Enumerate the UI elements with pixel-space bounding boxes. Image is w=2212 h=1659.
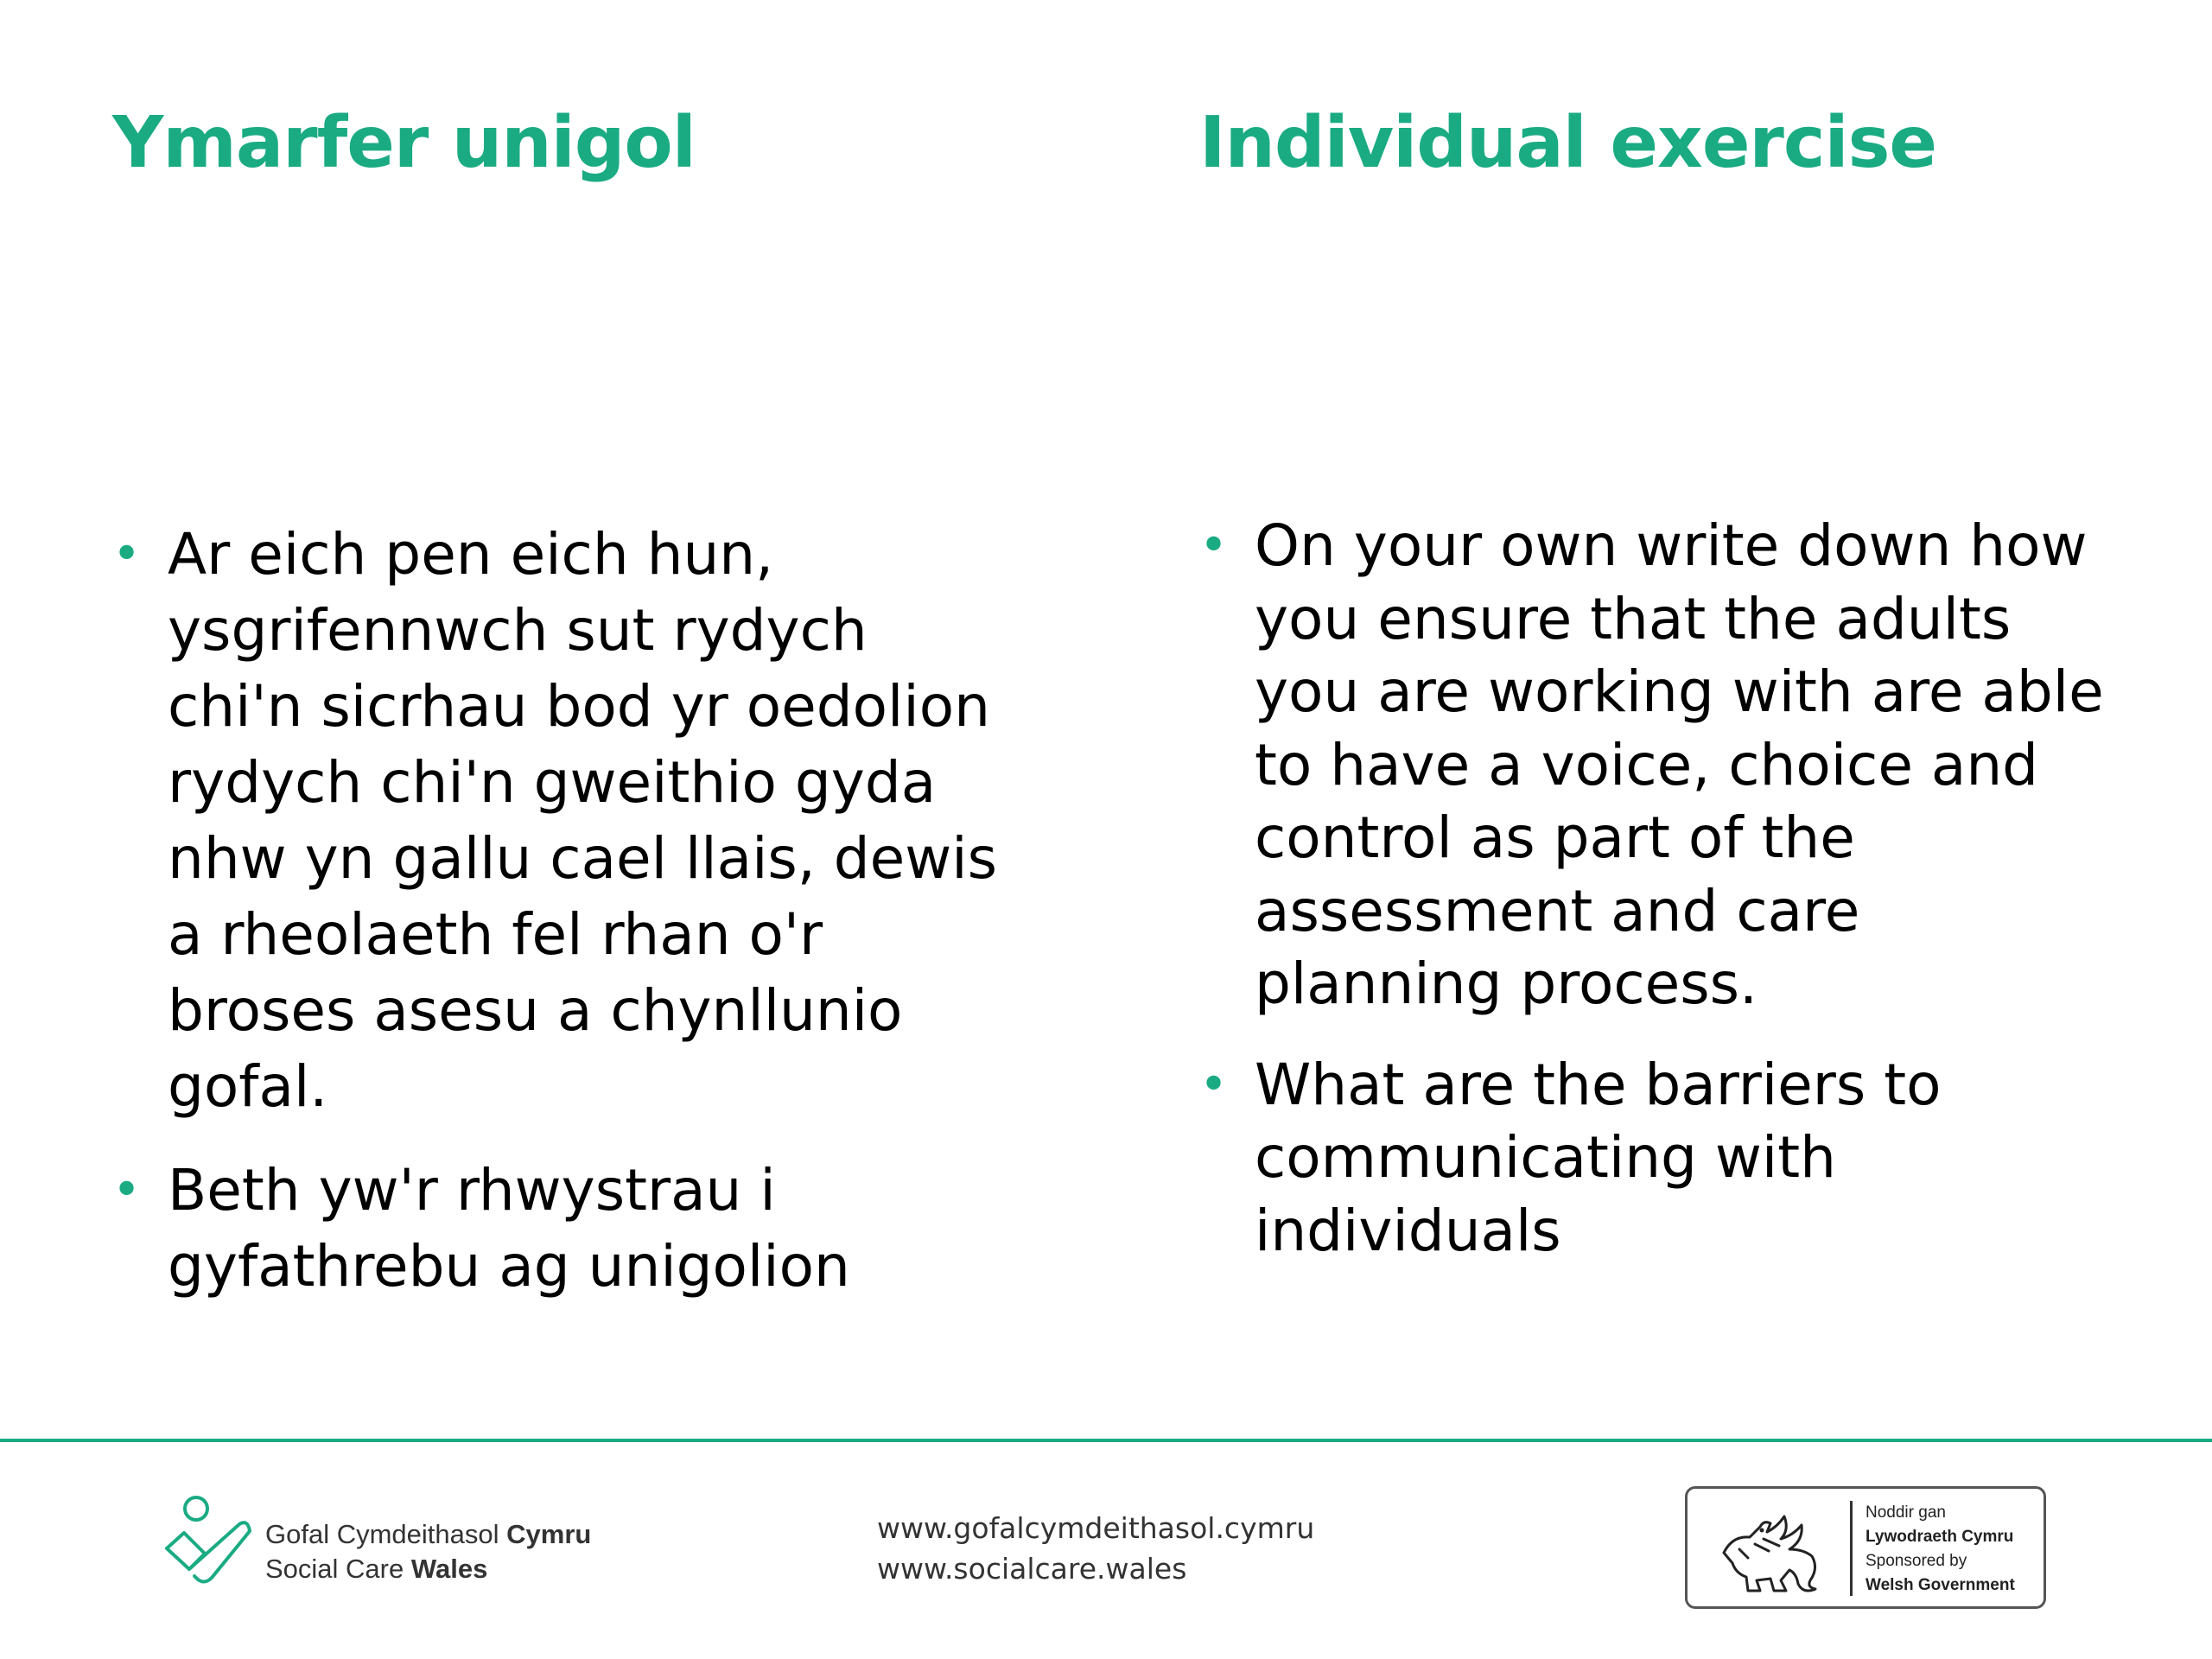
logo-text: Cymru	[506, 1519, 592, 1549]
slide-title-welsh: Ymarfer unigol	[112, 102, 696, 184]
bullet-icon: •	[112, 526, 142, 582]
bullet-list-welsh	[112, 517, 1020, 1332]
url-english: www.socialcare.wales	[877, 1552, 1187, 1586]
bullet-text: Beth yw'r rhwystrau i gyfathrebu ag unigolion	[168, 1157, 850, 1300]
sponsor-text	[1866, 1501, 2015, 1598]
sponsor-line: Welsh Government	[1866, 1576, 2015, 1594]
slide-title-english: Individual exercise	[1199, 102, 1937, 184]
bullet-list-english	[1199, 510, 2115, 1295]
logo-text: Gofal Cymdeithasol	[265, 1519, 507, 1549]
sponsor-line: Lywodraeth Cymru	[1866, 1528, 2014, 1546]
bullet-text: On your own write down how you ensure that the adults you are working with are able to have a voice, choice and control as part of the assessment and care planning process.	[1255, 512, 2104, 1017]
welsh-dragon-icon	[1707, 1501, 1836, 1596]
welsh-government-sponsor-badge	[1685, 1486, 2046, 1609]
logo-text: Wales	[410, 1554, 488, 1584]
list-item	[112, 517, 1020, 1125]
logo-wordmark	[265, 1517, 591, 1586]
list-item	[112, 1153, 1020, 1305]
sponsor-line: Sponsored by	[1866, 1552, 1967, 1570]
social-care-wales-logo	[160, 1495, 609, 1599]
footer-urls	[877, 1508, 1314, 1589]
list-item	[1199, 1049, 2115, 1268]
bullet-icon: •	[1199, 518, 1229, 574]
logo-text: Social Care	[265, 1554, 411, 1584]
bullet-icon: •	[1199, 1056, 1229, 1113]
bullet-icon: •	[112, 1162, 142, 1218]
footer-divider	[0, 1439, 2212, 1442]
bullet-text: What are the barriers to communicating with individuals	[1255, 1051, 1942, 1264]
list-item	[1199, 510, 2115, 1021]
sponsor-line: Noddir gan	[1866, 1503, 1946, 1522]
badge-divider	[1850, 1501, 1853, 1596]
bullet-text: Ar eich pen eich hun, ysgrifennwch sut rydych chi'n sicrhau bod yr oedolion rydych chi'n gweithio gyda nhw yn gallu cael llais, dewis a rheolaeth fel rhan o'r broses asesu a chynllunio gofal.	[168, 521, 997, 1120]
url-welsh: www.gofalcymdeithasol.cymru	[877, 1511, 1315, 1545]
social-care-wales-logo-icon	[160, 1495, 255, 1590]
